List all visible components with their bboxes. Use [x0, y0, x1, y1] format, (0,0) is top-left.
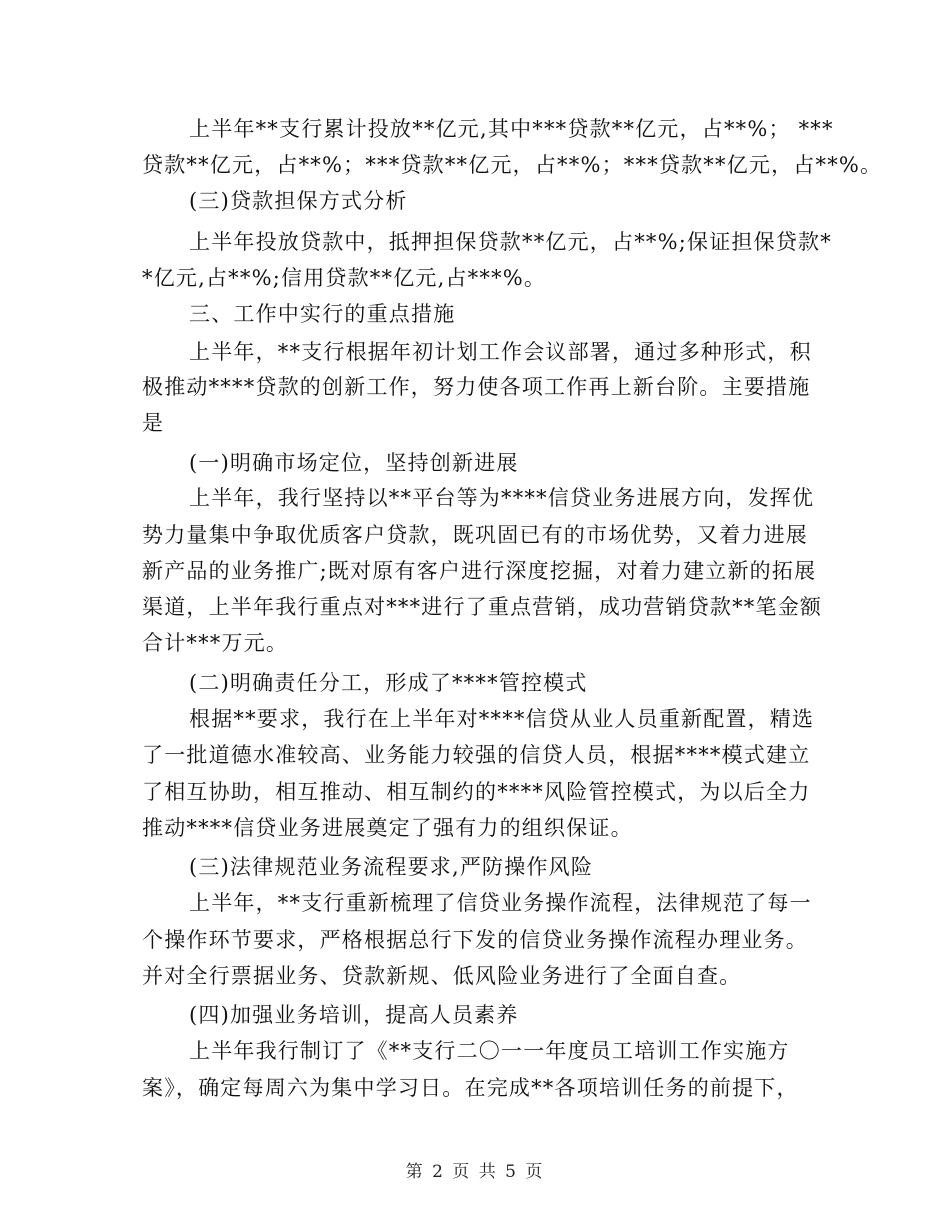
paragraph-line: 案》，确定每周六为集中学习日。在完成**各项培训任务的前提下，	[142, 1076, 799, 1100]
paragraph-line: 推动****信贷业务进展奠定了强有力的组织保证。	[142, 816, 633, 840]
paragraph-line: 渠道，上半年我行重点对***进行了重点营销，成功营销贷款**笔金额	[142, 595, 823, 619]
section-heading: 三、工作中实行的重点措施	[189, 302, 456, 326]
paragraph-line: *亿元,占**%;信用贷款**亿元,占***%。	[142, 266, 547, 290]
paragraph-line: 上半年，**支行重新梳理了信贷业务操作流程，法律规范了每一	[189, 891, 812, 915]
paragraph-line: 合计***万元。	[142, 631, 289, 655]
paragraph-line: 上半年投放贷款中，抵押担保贷款**亿元，占**%;保证担保贷款*	[189, 230, 832, 254]
section-heading: (一)明确市场定位，坚持创新进展	[189, 451, 519, 475]
section-heading: (二)明确责任分工，形成了****管控模式	[189, 671, 588, 695]
paragraph-line: 新产品的业务推广;既对原有客户进行深度挖掘，对着力建立新的拓展	[142, 559, 817, 583]
paragraph-line: 是	[142, 411, 165, 435]
paragraph-line: 极推动****贷款的创新工作，努力使各项工作再上新台阶。主要措施	[142, 375, 811, 399]
paragraph-line: 上半年我行制订了《**支行二〇一一年度员工培训工作实施方	[189, 1039, 790, 1063]
paragraph-line: 势力量集中争取优质客户贷款，既巩固已有的市场优势，又着力进展	[142, 523, 808, 547]
paragraph-line: 上半年，我行坚持以**平台等为****信贷业务进展方向，发挥优	[189, 486, 815, 510]
paragraph-line: 了相互协助，相互推动、相互制约的****风险管控模式，为以后全力	[142, 780, 811, 804]
paragraph-line: 根据**要求，我行在上半年对****信贷从业人员重新配置，精选	[189, 707, 815, 731]
section-heading: (三)贷款担保方式分析	[189, 189, 408, 213]
section-heading: (三)法律规范业务流程要求,严防操作风险	[189, 855, 594, 879]
paragraph-line: 了一批道德水准较高、业务能力较强的信贷人员，根据****模式建立	[142, 743, 811, 767]
paragraph-line: 个操作环节要求，严格根据总行下发的信贷业务操作流程办理业务。	[142, 928, 808, 952]
section-heading: (四)加强业务培训，提高人员素养	[189, 1003, 519, 1027]
page-number-footer: 第 2 页 共 5 页	[405, 1162, 545, 1182]
paragraph-line: 并对全行票据业务、贷款新规、低风险业务进行了全面自查。	[142, 964, 742, 988]
paragraph-line: 贷款**亿元，占**%；***贷款**亿元，占**%；***贷款**亿元，占**%。	[142, 153, 883, 177]
paragraph-line: 上半年，**支行根据年初计划工作会议部署，通过多种形式，积	[189, 340, 812, 364]
paragraph-line: 上半年**支行累计投放**亿元,其中***贷款**亿元，占**%； ***	[189, 117, 834, 141]
